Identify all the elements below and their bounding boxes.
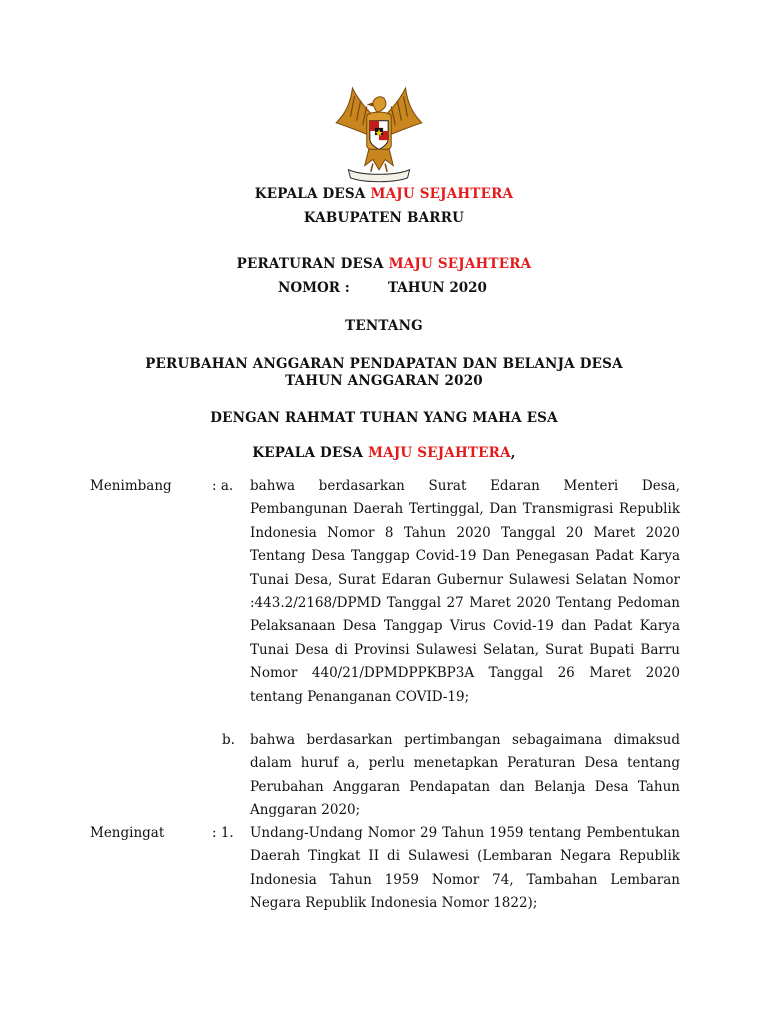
closing-village-name: MAJU SEJAHTERA: [368, 445, 511, 461]
mengingat-item-1-marker: : 1.: [212, 825, 234, 841]
nomor-label: NOMOR :: [278, 280, 350, 296]
menimbang-item-b-marker: b.: [222, 732, 235, 748]
regulation-title: [0, 256, 768, 272]
menimbang-item-b-text: bahwa berdasarkan pertimbangan sebagaimana dimaksud dalam huruf a, perlu menetapkan Peraturan Desa tentang Perubahan Anggaran Pendapatan dan Belanja Desa Tahun Anggaran 2020;: [250, 732, 680, 819]
tahun-label: TAHUN 2020: [388, 280, 487, 296]
subject-line-1: PERUBAHAN ANGGARAN PENDAPATAN DAN BELANJA DESA: [145, 356, 623, 372]
regulation-village-name: MAJU SEJAHTERA: [388, 256, 532, 272]
rahmat-heading: DENGAN RAHMAT TUHAN YANG MAHA ESA: [210, 410, 558, 426]
issuer-title: [0, 186, 768, 202]
issuer-prefix: KEPALA DESA: [254, 186, 366, 202]
regulation-prefix: PERATURAN DESA: [236, 256, 384, 272]
menimbang-item-a-text: bahwa berdasarkan Surat Edaran Menteri Desa, Pembangunan Daerah Tertinggal, Dan Transmigrasi Republik Indonesia Nomor 8 Tahun 2020 Tanggal 20 Maret 2020 Tentang Desa Tanggap Covid-19 Dan Penegasan Padat Karya Tunai Desa, Surat Edaran Gubernur Sulawesi Selatan Nomor :443.2/2168/DPMD Tanggal 27 Maret 2020 Tentang Pedoman Pelaksanaan Desa Tanggap Virus Covid-19 dan Padat Karya Tunai Desa di Provinsi Sulawesi Selatan, Surat Bupati Barru Nomor 440/21/DPMDPPKBP3A Tanggal 26 Maret 2020 tentang Penanganan COVID-19;: [250, 478, 680, 705]
village-name: MAJU SEJAHTERA: [370, 186, 514, 202]
menimbang-item-a-marker: : a.: [212, 478, 234, 494]
mengingat-label: Mengingat: [90, 825, 165, 841]
garuda-pancasila-emblem-icon: [328, 82, 430, 184]
regency-title: KABUPATEN BARRU: [303, 210, 465, 226]
menimbang-label: Menimbang: [90, 478, 172, 494]
subject-line-2: TAHUN ANGGARAN 2020: [285, 373, 483, 389]
closing-prefix: KEPALA DESA: [252, 445, 364, 461]
closing-title: [0, 445, 768, 461]
closing-suffix: ,: [510, 445, 516, 461]
tentang-heading: TENTANG: [345, 318, 423, 334]
mengingat-item-1-text: Undang-Undang Nomor 29 Tahun 1959 tentang Pembentukan Daerah Tingkat II di Sulawesi (Lembaran Negara Republik Indonesia Tahun 1959 Nomor 74, Tambahan Lembaran Negara Republik Indonesia Nomor 1822);: [250, 825, 680, 912]
